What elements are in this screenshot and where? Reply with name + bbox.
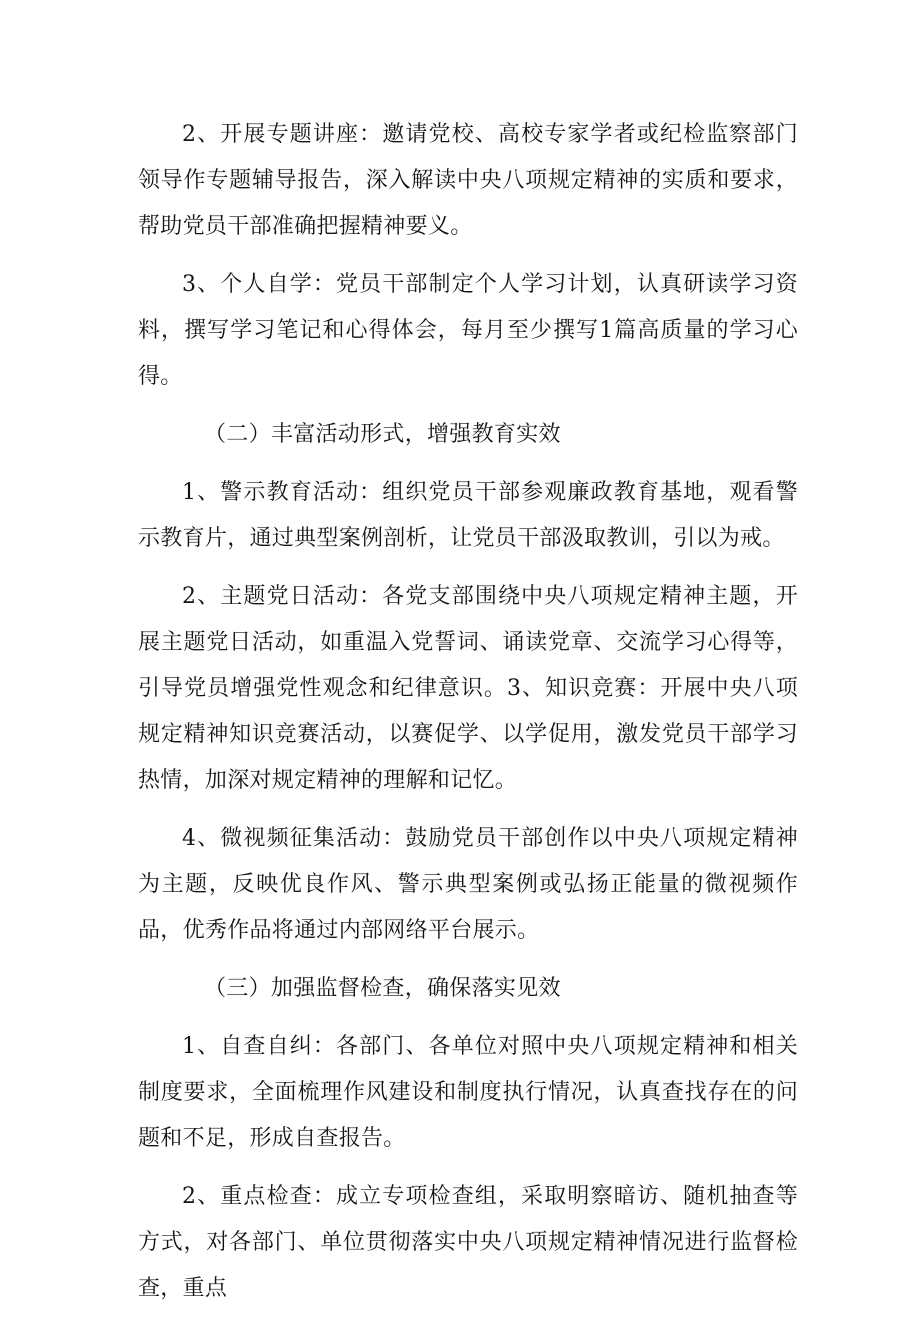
paragraph-key-inspection: 2、重点检查：成立专项检查组，采取明察暗访、随机抽查等方式，对各部门、单位贯彻落实中央八项规定精神情况进行监督检查，重点 [138, 1184, 798, 1301]
paragraph-self-inspection: 1、自查自纠：各部门、各单位对照中央八项规定精神和相关制度要求，全面梳理作风建设和制度执行情况，认真查找存在的问题和不足，形成自查报告。 [138, 1034, 798, 1151]
paragraph-lecture: 2、开展专题讲座：邀请党校、高校专家学者或纪检监察部门领导作专题辅导报告，深入解读中央八项规定精神的实质和要求，帮助党员干部准确把握精神要义。 [138, 122, 798, 239]
paragraph-warning-education: 1、警示教育活动：组织党员干部参观廉政教育基地，观看警示教育片，通过典型案例剖析，让党员干部汲取教训，引以为戒。 [138, 480, 798, 551]
section-heading-activities: （二）丰富活动形式，增强教育实效 [204, 422, 561, 447]
section-heading-supervision: （三）加强监督检查，确保落实见效 [204, 976, 561, 1001]
paragraph-micro-video: 4、微视频征集活动：鼓励党员干部创作以中央八项规定精神为主题，反映优良作风、警示典型案例或弘扬正能量的微视频作品，优秀作品将通过内部网络平台展示。 [138, 826, 798, 943]
document-body [138, 112, 798, 1324]
paragraph-theme-party-day: 2、主题党日活动：各党支部围绕中央八项规定精神主题，开展主题党日活动，如重温入党誓词、诵读党章、交流学习心得等，引导党员增强党性观念和纪律意识。3、知识竞赛：开展中央八项规定精神知识竞赛活动，以赛促学、以学促用，激发党员干部学习热情，加深对规定精神的理解和记忆。 [138, 584, 798, 793]
paragraph-self-study: 3、个人自学：党员干部制定个人学习计划，认真研读学习资料，撰写学习笔记和心得体会，每月至少撰写1篇高质量的学习心得。 [138, 272, 798, 389]
